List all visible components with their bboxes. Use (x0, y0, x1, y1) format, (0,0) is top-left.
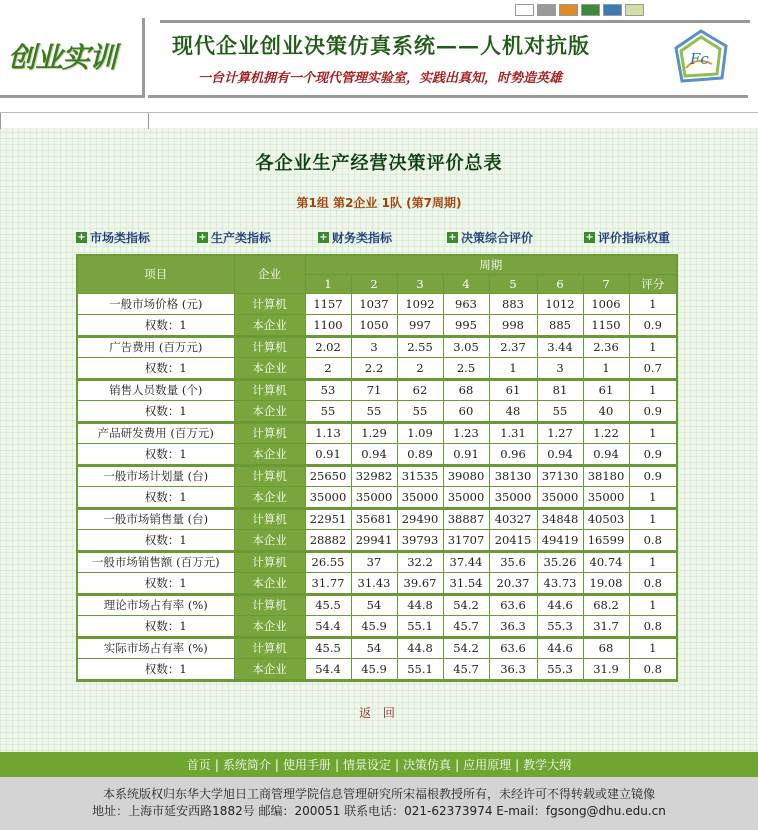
copyright-text: 本系统版权归东华大学旭日工商管理学院信息管理研究所宋福根教授所有，未经许可不得转载或建立镜像 (102, 787, 655, 801)
table-cell: 37130 (537, 465, 583, 487)
header-period-cell: 6 (537, 274, 583, 293)
enterprise-own: 本企业 (234, 573, 305, 595)
table-cell: 2 (305, 358, 351, 380)
indicator-weight: 权数：1 (77, 530, 234, 552)
table-cell: 68.2 (583, 594, 629, 616)
table-cell: 61 (489, 379, 537, 401)
page-title: 各企业生产经营决策评价总表 (255, 153, 503, 174)
table-cell: 25650 (305, 465, 351, 487)
score-cell: 1 (629, 422, 677, 444)
indicator-name: 产品研发费用 (百万元) (77, 422, 234, 444)
table-cell: 1.31 (489, 422, 537, 444)
table-cell: 35000 (583, 487, 629, 509)
enterprise-own: 本企业 (234, 315, 305, 337)
indicator-weight: 权数：1 (77, 315, 234, 337)
table-cell: 885 (537, 315, 583, 337)
nav-separator: | (455, 757, 460, 772)
score-cell: 0.8 (629, 616, 677, 638)
evaluation-table (76, 254, 678, 682)
group-info: 第1组 第2企业 1队 (第7周期) (296, 196, 462, 210)
theme-swatch[interactable] (537, 4, 556, 16)
table-cell: 38130 (489, 465, 537, 487)
table-cell: 1150 (583, 315, 629, 337)
theme-swatch[interactable] (515, 4, 534, 16)
score-cell: 0.8 (629, 659, 677, 681)
table-row (77, 379, 677, 401)
table-cell: 40503 (583, 508, 629, 530)
indicator-name: 广告费用 (百万元) (77, 336, 234, 358)
table-cell: 40.74 (583, 551, 629, 573)
table-cell: 31707 (443, 530, 489, 552)
score-cell: 1 (629, 551, 677, 573)
indicator-weight: 权数：1 (77, 616, 234, 638)
theme-swatch[interactable] (625, 4, 644, 16)
indicator-name: 一般市场销售额 (百万元) (77, 551, 234, 573)
table-cell: 1006 (583, 293, 629, 315)
table-cell: 32982 (351, 465, 397, 487)
plus-icon: + (198, 232, 207, 243)
score-cell: 1 (629, 379, 677, 401)
table-cell: 963 (443, 293, 489, 315)
table-cell: 55.3 (537, 659, 583, 681)
table-cell: 3 (351, 336, 397, 358)
enterprise-own: 本企业 (234, 530, 305, 552)
table-cell: 0.96 (489, 444, 537, 466)
table-row (77, 401, 677, 423)
theme-swatch[interactable] (559, 4, 578, 16)
table-cell: 44.8 (397, 637, 443, 659)
table-cell: 35000 (305, 487, 351, 509)
footer-nav-item[interactable]: 决策仿真 (403, 758, 452, 772)
table-row (77, 659, 677, 681)
table-cell: 38887 (443, 508, 489, 530)
table-cell: 2.55 (397, 336, 443, 358)
table-cell: 35000 (537, 487, 583, 509)
table-cell: 39793 (397, 530, 443, 552)
table-cell: 43.73 (537, 573, 583, 595)
table-cell: 2.36 (583, 336, 629, 358)
header-period-cell: 5 (489, 274, 537, 293)
table-row (77, 616, 677, 638)
table-cell: 35681 (351, 508, 397, 530)
table-cell: 39080 (443, 465, 489, 487)
header-enterprise: 企业 (234, 255, 305, 293)
table-cell: 1037 (351, 293, 397, 315)
table-row (77, 637, 677, 659)
table-cell: 61 (583, 379, 629, 401)
table-cell: 3.05 (443, 336, 489, 358)
table-cell: 2 (397, 358, 443, 380)
table-cell: 31.54 (443, 573, 489, 595)
table-row (77, 444, 677, 466)
footer-nav-item[interactable]: 应用原理 (463, 758, 512, 772)
table-cell: 54 (351, 637, 397, 659)
table-cell: 54.4 (305, 659, 351, 681)
indicator-links (0, 229, 758, 247)
footer-nav-item[interactable]: 系统简介 (222, 758, 271, 772)
score-cell: 1 (629, 637, 677, 659)
table-cell: 35.26 (537, 551, 583, 573)
table-cell: 28882 (305, 530, 351, 552)
score-cell: 1 (629, 508, 677, 530)
table-cell: 53 (305, 379, 351, 401)
fc-logo-text: Fc (690, 50, 709, 68)
table-cell: 49419 (537, 530, 583, 552)
table-row (77, 315, 677, 337)
nav-separator: | (274, 757, 279, 772)
enterprise-computer: 计算机 (234, 293, 305, 315)
table-cell: 45.9 (351, 616, 397, 638)
table-cell: 55 (305, 401, 351, 423)
enterprise-own: 本企业 (234, 659, 305, 681)
enterprise-computer: 计算机 (234, 336, 305, 358)
table-cell: 1092 (397, 293, 443, 315)
address-text: 地址：上海市延安西路1882号 邮编：200051 联系电话：021-62373974 E-mail：fgsong@dhu.edu.cn (92, 804, 666, 818)
header-strip (0, 112, 758, 128)
plus-icon: + (319, 232, 328, 243)
table-cell: 31.43 (351, 573, 397, 595)
table-cell: 71 (351, 379, 397, 401)
logo-box (0, 18, 145, 98)
link-finance-indicators[interactable]: + 财务类指标 (319, 231, 393, 245)
table-cell: 34848 (537, 508, 583, 530)
enterprise-own: 本企业 (234, 616, 305, 638)
header-divider (160, 20, 750, 23)
table-row (77, 336, 677, 358)
enterprise-own: 本企业 (234, 487, 305, 509)
table-cell: 44.6 (537, 637, 583, 659)
table-cell: 55.1 (397, 659, 443, 681)
table-row (77, 293, 677, 315)
plus-icon: + (585, 232, 594, 243)
table-cell: 44.8 (397, 594, 443, 616)
header-period-cell: 7 (583, 274, 629, 293)
table-cell: 1.29 (351, 422, 397, 444)
table-cell: 29941 (351, 530, 397, 552)
table-cell: 1.22 (583, 422, 629, 444)
table-cell: 1 (489, 358, 537, 380)
nav-separator: | (515, 757, 520, 772)
table-cell: 55.3 (537, 616, 583, 638)
enterprise-own: 本企业 (234, 358, 305, 380)
plus-icon: + (77, 232, 86, 243)
table-cell: 1012 (537, 293, 583, 315)
table-cell: 20415 (489, 530, 537, 552)
table-row (77, 358, 677, 380)
table-cell: 55 (397, 401, 443, 423)
table-cell: 35.6 (489, 551, 537, 573)
table-cell: 995 (443, 315, 489, 337)
table-cell: 37 (351, 551, 397, 573)
indicator-weight: 权数：1 (77, 659, 234, 681)
table-cell: 60 (443, 401, 489, 423)
score-cell: 1 (629, 594, 677, 616)
table-cell: 0.94 (583, 444, 629, 466)
indicator-name: 一般市场计划量 (台) (77, 465, 234, 487)
table-cell: 54 (351, 594, 397, 616)
system-slogan: 一台计算机拥有一个现代管理实验室，实践出真知，时势造英雄 (198, 71, 563, 86)
header-score: 评分 (629, 274, 677, 293)
nav-separator: | (334, 757, 339, 772)
score-cell: 0.8 (629, 573, 677, 595)
indicator-weight: 权数：1 (77, 487, 234, 509)
plus-icon: + (448, 232, 457, 243)
header-divider-bottom (148, 95, 748, 98)
indicator-name: 销售人员数量 (个) (77, 379, 234, 401)
table-cell: 1.27 (537, 422, 583, 444)
header-period-cell: 1 (305, 274, 351, 293)
score-cell: 0.9 (629, 315, 677, 337)
back-link[interactable]: 返 回 (359, 706, 399, 720)
header-item: 项目 (77, 255, 234, 293)
table-cell: 37.44 (443, 551, 489, 573)
header-period-cell: 2 (351, 274, 397, 293)
link-production-indicators[interactable]: + 生产类指标 (198, 231, 272, 245)
score-cell: 1 (629, 293, 677, 315)
table-cell: 44.6 (537, 594, 583, 616)
indicator-weight: 权数：1 (77, 444, 234, 466)
table-cell: 38180 (583, 465, 629, 487)
table-cell: 54.2 (443, 594, 489, 616)
table-cell: 883 (489, 293, 537, 315)
theme-swatch[interactable] (603, 4, 622, 16)
table-cell: 0.94 (537, 444, 583, 466)
table-cell: 31.9 (583, 659, 629, 681)
table-cell: 2.5 (443, 358, 489, 380)
table-row (77, 573, 677, 595)
table-row (77, 530, 677, 552)
header-period: 周期 (305, 255, 677, 274)
score-cell: 0.7 (629, 358, 677, 380)
nav-separator: | (214, 757, 219, 772)
link-market-indicators[interactable]: + 市场类指标 (77, 231, 151, 245)
table-cell: 1050 (351, 315, 397, 337)
table-cell: 31.77 (305, 573, 351, 595)
footer-nav-item[interactable]: 教学大纲 (523, 758, 572, 772)
score-cell: 0.9 (629, 401, 677, 423)
table-row (77, 551, 677, 573)
score-cell: 0.8 (629, 530, 677, 552)
table-cell: 3.44 (537, 336, 583, 358)
site-logo: 创业实训 (8, 41, 117, 74)
enterprise-computer: 计算机 (234, 422, 305, 444)
indicator-weight: 权数：1 (77, 573, 234, 595)
score-cell: 1 (629, 487, 677, 509)
score-cell: 0.9 (629, 444, 677, 466)
table-row (77, 487, 677, 509)
indicator-weight: 权数：1 (77, 401, 234, 423)
score-cell: 1 (629, 336, 677, 358)
table-cell: 35000 (351, 487, 397, 509)
table-cell: 45.5 (305, 594, 351, 616)
table-cell: 3 (537, 358, 583, 380)
link-indicator-weights[interactable]: + 评价指标权重 (585, 231, 671, 245)
footer-nav (0, 752, 758, 777)
table-cell: 0.89 (397, 444, 443, 466)
enterprise-own: 本企业 (234, 401, 305, 423)
enterprise-computer: 计算机 (234, 637, 305, 659)
table-cell: 35000 (397, 487, 443, 509)
indicator-name: 实际市场占有率 (%) (77, 637, 234, 659)
table-cell: 0.91 (443, 444, 489, 466)
table-cell: 1100 (305, 315, 351, 337)
footer-nav-item[interactable]: 情景设定 (342, 758, 391, 772)
table-cell: 45.7 (443, 616, 489, 638)
table-cell: 1 (583, 358, 629, 380)
table-cell: 16599 (583, 530, 629, 552)
table-cell: 39.67 (397, 573, 443, 595)
table-cell: 1.09 (397, 422, 443, 444)
table-cell: 45.9 (351, 659, 397, 681)
indicator-name: 一般市场销售量 (台) (77, 508, 234, 530)
enterprise-computer: 计算机 (234, 465, 305, 487)
header-period-cell: 4 (443, 274, 489, 293)
enterprise-computer: 计算机 (234, 508, 305, 530)
table-cell: 998 (489, 315, 537, 337)
table-cell: 35000 (443, 487, 489, 509)
indicator-weight: 权数：1 (77, 358, 234, 380)
table-cell: 55 (351, 401, 397, 423)
table-row (77, 508, 677, 530)
table-row (77, 465, 677, 487)
table-cell: 1.23 (443, 422, 489, 444)
score-cell: 0.9 (629, 465, 677, 487)
fc-logo-icon (672, 28, 730, 86)
table-cell: 31.7 (583, 616, 629, 638)
table-cell: 29490 (397, 508, 443, 530)
table-cell: 26.55 (305, 551, 351, 573)
table-cell: 997 (397, 315, 443, 337)
enterprise-computer: 计算机 (234, 594, 305, 616)
table-cell: 81 (537, 379, 583, 401)
enterprise-computer: 计算机 (234, 379, 305, 401)
table-cell: 36.3 (489, 659, 537, 681)
table-cell: 40327 (489, 508, 537, 530)
table-cell: 36.3 (489, 616, 537, 638)
header-period-cell: 3 (397, 274, 443, 293)
table-cell: 40 (583, 401, 629, 423)
footer-nav-item[interactable]: 使用手册 (282, 758, 331, 772)
enterprise-own: 本企业 (234, 444, 305, 466)
table-row (77, 422, 677, 444)
enterprise-computer: 计算机 (234, 551, 305, 573)
nav-separator: | (395, 757, 400, 772)
system-title: 现代企业创业决策仿真系统——人机对抗版 (172, 33, 590, 58)
table-cell: 45.5 (305, 637, 351, 659)
table-cell: 54.2 (443, 637, 489, 659)
table-cell: 54.4 (305, 616, 351, 638)
link-overall-evaluation[interactable]: + 决策综合评价 (448, 231, 534, 245)
table-cell: 19.08 (583, 573, 629, 595)
table-cell: 63.6 (489, 637, 537, 659)
table-cell: 55.1 (397, 616, 443, 638)
table-cell: 62 (397, 379, 443, 401)
site-header (0, 0, 758, 128)
table-cell: 63.6 (489, 594, 537, 616)
table-cell: 22951 (305, 508, 351, 530)
table-cell: 45.7 (443, 659, 489, 681)
table-cell: 20.37 (489, 573, 537, 595)
table-cell: 1.13 (305, 422, 351, 444)
table-cell: 2.02 (305, 336, 351, 358)
table-row (77, 594, 677, 616)
table-cell: 68 (443, 379, 489, 401)
indicator-name: 一般市场价格 (元) (77, 293, 234, 315)
theme-swatch[interactable] (581, 4, 600, 16)
table-cell: 1157 (305, 293, 351, 315)
table-cell: 0.91 (305, 444, 351, 466)
indicator-name: 理论市场占有率 (%) (77, 594, 234, 616)
table-cell: 31535 (397, 465, 443, 487)
table-cell: 48 (489, 401, 537, 423)
theme-swatches (515, 4, 644, 16)
footer-info (0, 777, 758, 830)
table-cell: 32.2 (397, 551, 443, 573)
table-cell: 55 (537, 401, 583, 423)
table-cell: 2.2 (351, 358, 397, 380)
table-cell: 0.94 (351, 444, 397, 466)
table-cell: 68 (583, 637, 629, 659)
footer-nav-item[interactable]: 首页 (186, 758, 211, 772)
table-cell: 2.37 (489, 336, 537, 358)
table-cell: 35000 (489, 487, 537, 509)
